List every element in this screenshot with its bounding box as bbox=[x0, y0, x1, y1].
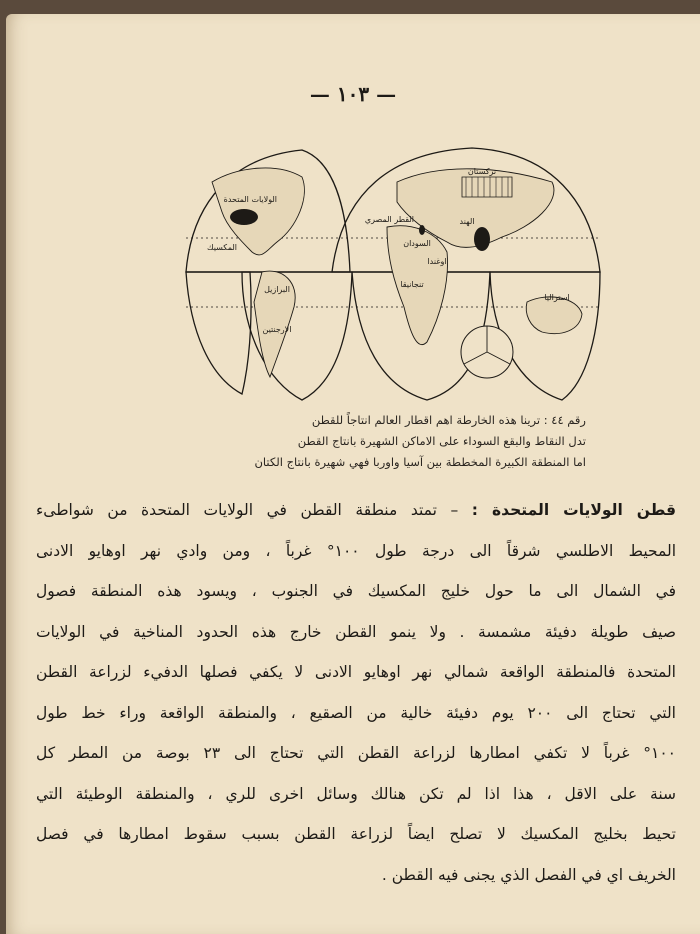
body-line: سنة على الاقل ، هذا اذا لم تكن هنالك وسائل اخرى للري ، والمنطقة الوطيئة التي bbox=[36, 784, 676, 803]
map-north-america-shape bbox=[212, 168, 304, 255]
map-india-cotton bbox=[474, 227, 490, 251]
map-label-uganda: اوغندا bbox=[427, 257, 447, 266]
caption-line: اما المنطقة الكبيرة المخططة بين آسيا واوربا فهي شهيرة بانتاج الكتان bbox=[254, 455, 586, 469]
map-label-argentina: الارجنتين bbox=[262, 325, 292, 334]
body-line: المحيط الاطلسي شرقاً الى درجة طول ١٠٠° غرباً ، ومن وادي نهر اوهايو الادنى bbox=[36, 541, 676, 560]
body-line: التي تحتاج الى ٢٠٠ يوم دفيئة خالية من الصقيع ، والمنطقة الواقعة وراء خط طول bbox=[36, 703, 676, 722]
body-line-text: – تمتد منطقة القطن في الولايات المتحدة من شواطىء bbox=[36, 501, 459, 519]
figure-caption bbox=[156, 410, 586, 473]
map-label-tanganyika: تنجانيقا bbox=[400, 280, 424, 289]
caption-line: تدل النقاط والبقع السوداء على الاماكن الشهيرة بانتاج القطن bbox=[297, 434, 586, 448]
body-paragraph bbox=[36, 490, 676, 895]
body-line: المتحدة فالمنطقة الواقعة شمالي نهر اوهايو الادنى لا يكفي فصلها الدفيء لزراعة القطن bbox=[36, 663, 676, 681]
map-label-brazil: البرازيل bbox=[264, 285, 290, 294]
caption-line: رقم ٤٤ : ترينا هذه الخارطة اهم اقطار العالم انتاجاً للقطن bbox=[311, 413, 586, 427]
body-line: في الشمال الى ما حول خليج المكسيك في الجنوب ، ويسود هذه المنطقة فصول bbox=[36, 582, 676, 600]
body-line: تحيط بخليج المكسيك لا تصلح ايضاً لزراعة القطن بسبب سقوط امطارها في فصل bbox=[36, 825, 676, 843]
page-number: — ١٠٣ — bbox=[309, 82, 397, 106]
map-label-australia: استراليا bbox=[544, 293, 570, 302]
book-page bbox=[6, 14, 700, 934]
world-cotton-map bbox=[182, 142, 602, 404]
map-label-mexico: المكسيك bbox=[207, 243, 237, 252]
map-label-india: الهند bbox=[459, 217, 475, 226]
map-svg bbox=[182, 142, 602, 404]
map-lobe-south-america bbox=[186, 272, 251, 394]
map-label-usa: الولايات المتحدة bbox=[223, 195, 277, 204]
body-line bbox=[36, 490, 676, 531]
body-line: صيف طويلة دفيئة مشمسة . ولا ينمو القطن خارج هذه الحدود المناخية في الولايات bbox=[36, 622, 676, 641]
body-line: ١٠٠° غرباً لا تكفي امطارها لزراعة القطن التي تحتاج الى ٢٣ بوصة من المطر كل bbox=[36, 744, 676, 762]
map-egypt-cotton bbox=[419, 225, 425, 235]
map-australia-shape bbox=[526, 297, 582, 334]
map-label-turkestan: تركستان bbox=[467, 167, 497, 176]
map-label-sudan: السودان bbox=[403, 239, 431, 248]
section-heading: قطن الولايات المتحدة : bbox=[471, 501, 676, 519]
body-line: الخريف اي في الفصل الذي يجنى فيه القطن . bbox=[381, 865, 676, 884]
map-usa-cotton-belt bbox=[230, 209, 258, 225]
map-label-egypt: القطر المصري bbox=[364, 215, 414, 224]
